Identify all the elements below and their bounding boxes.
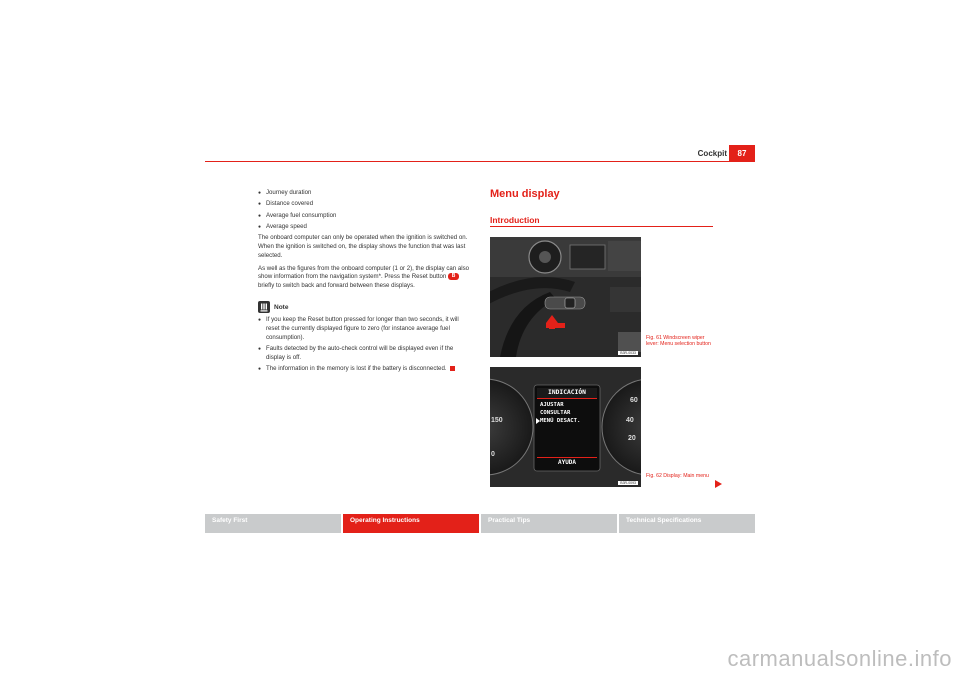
reset-button-badge: B <box>448 273 459 280</box>
paragraph-ignition: The onboard computer can only be operated when the ignition is switched on. When the ignition is switched on, the display shows the function that was last selected. <box>258 234 468 259</box>
bullet-icon: ● <box>258 223 262 230</box>
bullet-icon: ● <box>258 317 262 324</box>
page-header <box>205 145 755 161</box>
figure-wiper-lever <box>490 237 641 357</box>
note-heading <box>258 301 472 313</box>
display-menu-item-menu-desact: MENÚ DESACT. <box>540 418 581 424</box>
wiper-lever-illustration <box>490 237 641 357</box>
note-item: ● Faults detected by the auto-check control will be displayed even if the display is off. <box>258 344 454 361</box>
display-title: INDICACIÓN <box>548 389 586 396</box>
watermark: carmanualsonline.info <box>727 646 952 671</box>
tab-safety-first[interactable]: Safety First <box>205 514 341 533</box>
page-number: 87 <box>729 145 755 161</box>
chapter-title: Cockpit <box>697 149 727 158</box>
bullet-icon: ● <box>258 366 262 373</box>
note-icon <box>258 301 270 313</box>
list-item: ● Journey duration <box>258 189 312 196</box>
display-footer-label: AYUDA <box>557 459 577 466</box>
figure-main-menu <box>490 367 641 487</box>
list-item: ● Average speed <box>258 222 307 230</box>
figure-code: B3R-0093 <box>620 481 636 485</box>
bullet-icon: ● <box>258 212 262 219</box>
dial-number-150: 150 <box>491 417 503 424</box>
bullet-icon: ● <box>258 190 262 196</box>
subsection-title: Introduction <box>490 215 540 225</box>
left-column <box>258 189 472 376</box>
dial-number-20: 20 <box>628 435 636 442</box>
note-label: Note <box>274 304 289 312</box>
tab-technical-specifications[interactable]: Technical Specifications <box>619 514 755 533</box>
note-item: ● If you keep the Reset button pressed for longer than two seconds, it will reset the currently displayed figure to zero (for instance average fuel consumption). <box>258 316 459 341</box>
footer-tabs <box>205 514 755 533</box>
figure-caption: Fig. 61 Windscreen wiper lever: Menu selection button <box>646 335 711 348</box>
bullet-icon: ● <box>258 345 262 352</box>
section-end-icon <box>450 366 455 371</box>
list-item: ● Average fuel consumption <box>258 211 337 219</box>
figure-caption: Fig. 62 Display: Main menu <box>646 473 709 479</box>
subsection-rule <box>490 226 713 227</box>
continue-arrow-icon <box>715 480 722 488</box>
section-title: Menu display <box>490 188 560 200</box>
dial-number-40: 40 <box>626 417 634 424</box>
list-item: ● Distance covered <box>258 200 314 208</box>
display-menu-item-consultar: CONSULTAR <box>540 410 571 416</box>
figure-code: B3R-0033 <box>620 351 636 355</box>
note-item: ● The information in the memory is lost if the battery is disconnected. <box>258 365 472 374</box>
bullet-icon: ● <box>258 201 262 208</box>
dial-number-0: 0 <box>491 451 495 458</box>
dial-number-60: 60 <box>630 397 638 404</box>
tab-practical-tips[interactable]: Practical Tips <box>481 514 617 533</box>
tab-operating-instructions[interactable]: Operating Instructions <box>343 514 479 533</box>
paragraph-navigation: As well as the figures from the onboard computer (1 or 2), the display can also show information from the navigation system*. Press the Reset button B briefly to switch back and forward between these displays. <box>258 264 470 290</box>
display-illustration <box>490 367 641 487</box>
header-rule <box>205 161 755 162</box>
display-menu-item-ajustar: AJUSTAR <box>540 402 564 408</box>
